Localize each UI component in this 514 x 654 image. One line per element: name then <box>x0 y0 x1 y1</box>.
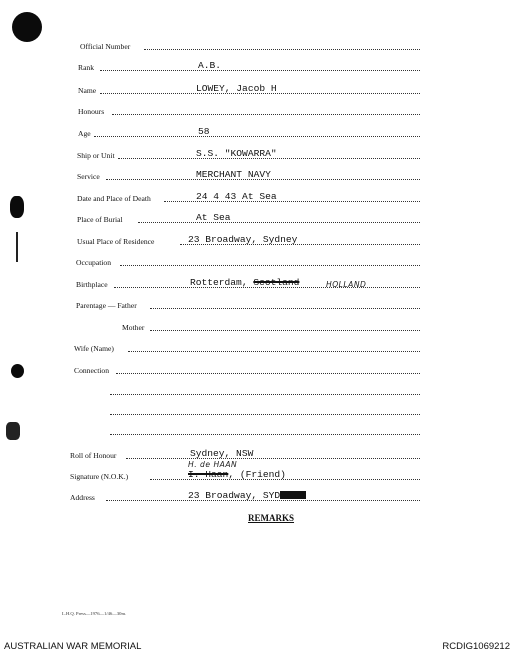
ink-smudge <box>280 491 306 499</box>
archive-footer <box>0 638 514 654</box>
dotted-line <box>128 351 420 352</box>
field-honours <box>0 102 514 118</box>
field-service <box>0 167 514 183</box>
field-date-place-of-death <box>0 189 514 205</box>
field-label: Mother <box>122 323 145 332</box>
field-value: MERCHANT NAVY <box>196 169 271 180</box>
field-name <box>0 81 514 97</box>
field-value: 23 Broadway, Sydney <box>188 234 298 245</box>
field-label: Age <box>78 129 91 138</box>
field-label: Rank <box>78 63 95 72</box>
field-label: Birthplace <box>76 280 108 289</box>
field-value: 24 4 43 At Sea <box>196 191 277 202</box>
dotted-line <box>116 373 420 374</box>
field-value <box>190 277 299 288</box>
dotted-line <box>144 49 420 50</box>
field-parentage-father <box>0 296 514 312</box>
field-wife <box>0 339 514 355</box>
field-usual-residence <box>0 232 514 248</box>
field-roll-of-honour <box>0 446 514 462</box>
field-occupation <box>0 253 514 269</box>
field-age <box>0 124 514 140</box>
field-place-of-burial <box>0 210 514 226</box>
field-label: Roll of Honour <box>70 451 117 460</box>
field-ship-or-unit <box>0 146 514 162</box>
dotted-line <box>150 330 420 331</box>
address-typed: 23 Broadway, SYD <box>188 490 281 501</box>
field-official-number <box>0 37 514 53</box>
field-mother <box>0 318 514 334</box>
field-value: S.S. "KOWARRA" <box>196 148 277 159</box>
dotted-line <box>94 136 420 137</box>
field-value: Sydney, NSW <box>190 448 254 459</box>
signature-typed: , (Friend) <box>228 469 286 480</box>
field-value <box>188 490 306 501</box>
printer-imprint: L.H.Q. Press—1976—1/46—30m. <box>62 611 127 616</box>
dotted-line <box>150 308 420 309</box>
birthplace-typed: Rotterdam, <box>190 277 254 288</box>
field-value: At Sea <box>196 212 231 223</box>
field-signature-nok <box>0 460 514 483</box>
field-label: Parentage — Father <box>76 301 137 310</box>
field-value <box>188 469 286 480</box>
connection-extra-line <box>0 382 514 398</box>
field-label: Date and Place of Death <box>77 194 151 203</box>
birthplace-handwritten: HOLLAND <box>326 280 367 289</box>
field-value: A.B. <box>198 60 222 71</box>
remarks-heading: REMARKS <box>248 513 295 523</box>
field-value: LOWEY, Jacob H <box>196 83 277 94</box>
field-label: Official Number <box>80 42 131 51</box>
field-label: Address <box>70 493 95 502</box>
connection-extra-line <box>0 402 514 418</box>
field-connection <box>0 361 514 377</box>
field-label: Place of Burial <box>77 215 123 224</box>
dotted-line <box>110 394 420 395</box>
birthplace-struck-text: Scotland <box>253 277 300 288</box>
field-label: Signature (N.O.K.) <box>70 472 129 481</box>
dotted-line <box>110 434 420 435</box>
dotted-line <box>138 222 420 223</box>
field-label: Connection <box>74 366 110 375</box>
field-value: 58 <box>198 126 210 137</box>
signature-handwritten: H. de HAAN <box>188 460 238 469</box>
field-rank <box>0 58 514 74</box>
connection-extra-line <box>0 422 514 438</box>
signature-struck-text: I. Haan <box>188 469 229 480</box>
dotted-line <box>120 265 420 266</box>
footer-record-id: RCDIG1069212 <box>442 641 510 652</box>
field-label: Usual Place of Residence <box>77 237 155 246</box>
dotted-line <box>126 458 420 459</box>
field-label: Service <box>77 172 100 181</box>
footer-archive-name: AUSTRALIAN WAR MEMORIAL <box>4 641 142 652</box>
dotted-line <box>110 414 420 415</box>
field-label: Wife (Name) <box>74 344 114 353</box>
field-label: Ship or Unit <box>77 151 115 160</box>
field-label: Name <box>78 86 97 95</box>
dotted-line <box>112 114 420 115</box>
dotted-line <box>100 70 420 71</box>
field-birthplace <box>0 275 514 291</box>
field-label: Honours <box>78 107 105 116</box>
field-address <box>0 488 514 504</box>
field-label: Occupation <box>76 258 112 267</box>
